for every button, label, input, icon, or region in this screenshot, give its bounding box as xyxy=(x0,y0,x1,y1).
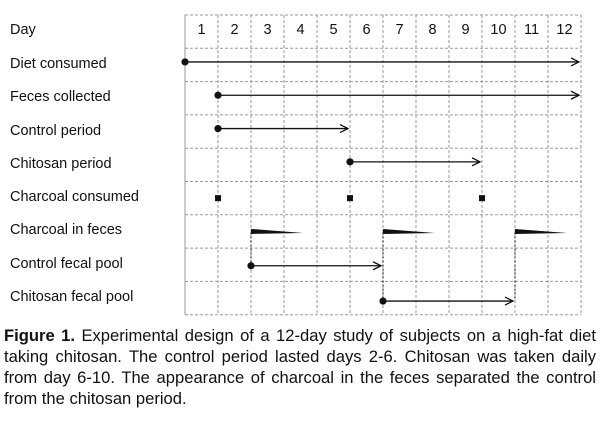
chitosan-period-arrow-start-dot xyxy=(346,158,353,165)
row-label: Charcoal in feces xyxy=(10,222,123,239)
day-label: 10 xyxy=(490,22,507,38)
row-label: Chitosan fecal pool xyxy=(10,289,134,306)
charcoal-in-feces-wedge xyxy=(515,229,567,234)
day-header-label: Day xyxy=(10,22,36,38)
caption-text: Experimental design of a 12-day study of subjects on a high-fat diet taking chitosan. The control period lasted days 2-6. Chitosan was taken daily from day 6-10. The appearance of charcoal in the feces separated the control from the chitosan period. xyxy=(4,326,597,408)
charcoal-consumed-marker xyxy=(347,195,353,201)
row-label: Feces collected xyxy=(10,89,111,106)
day-label: 11 xyxy=(523,22,540,38)
diet-consumed-arrow-start-dot xyxy=(181,58,188,65)
row-label: Diet consumed xyxy=(10,55,107,72)
control-period-arrow-start-dot xyxy=(214,125,221,132)
day-label: 2 xyxy=(230,22,239,38)
feces-collected-arrow-start-dot xyxy=(214,92,221,99)
row-label: Control period xyxy=(10,122,102,139)
charcoal-consumed-marker xyxy=(215,195,221,201)
row-label: Chitosan period xyxy=(10,155,112,172)
day-label: 6 xyxy=(362,22,371,38)
row-label: Control fecal pool xyxy=(10,255,123,272)
figure-caption xyxy=(4,325,596,409)
charcoal-consumed-marker xyxy=(479,195,485,201)
charcoal-in-feces-wedge xyxy=(251,229,303,234)
charcoal-in-feces-wedge xyxy=(383,229,435,234)
day-label: 12 xyxy=(556,22,573,38)
day-label: 8 xyxy=(428,22,437,38)
day-label: 1 xyxy=(197,22,206,38)
day-label: 4 xyxy=(296,22,305,38)
row-label: Charcoal consumed xyxy=(10,189,139,206)
day-label: 7 xyxy=(395,22,404,38)
day-label: 5 xyxy=(329,22,338,38)
day-label: 3 xyxy=(263,22,272,38)
day-label: 9 xyxy=(461,22,470,38)
caption-label: Figure 1. xyxy=(4,326,75,345)
